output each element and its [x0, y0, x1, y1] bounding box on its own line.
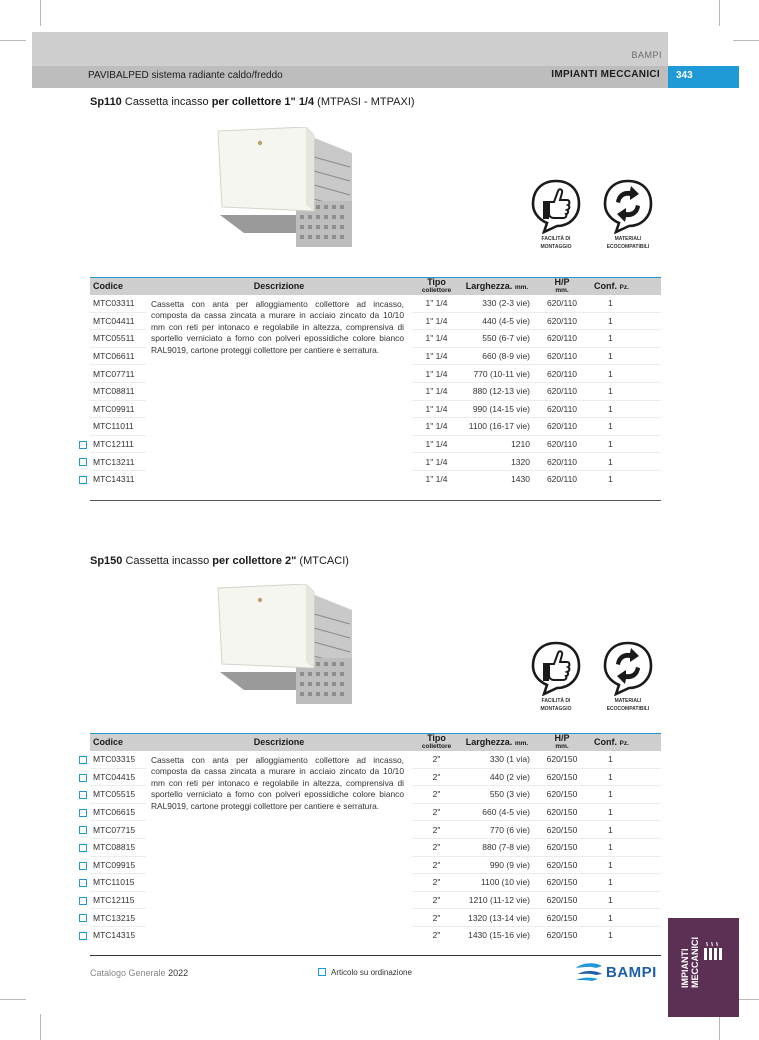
- cell-hp: 620/150: [533, 751, 591, 769]
- section1-badges: [524, 178, 664, 258]
- section1-title-a: Cassetta incasso: [121, 96, 212, 108]
- order-on-request-icon: [79, 862, 87, 870]
- col-tipo: Tipo collettore: [412, 278, 461, 295]
- section2-code: Sp150: [90, 555, 123, 567]
- cell-hp: 620/110: [533, 453, 591, 471]
- cell-codice: MTC04415: [90, 768, 146, 786]
- cell-codice: MTC11011: [90, 418, 146, 436]
- order-on-request-icon: [79, 932, 87, 940]
- badge-right-label-2: ECOCOMPATIBILI: [606, 706, 650, 712]
- cell-larghezza: 880 (12-13 vie): [461, 382, 533, 400]
- cell-hp: 620/150: [533, 803, 591, 821]
- table-header-row: [90, 278, 661, 295]
- cell-codice: MTC12111: [90, 435, 146, 453]
- cell-hp: 620/150: [533, 909, 591, 927]
- cell-conf: 1: [591, 295, 661, 313]
- cell-conf: 1: [591, 786, 661, 804]
- cell-codice: MTC13211: [90, 453, 146, 471]
- crop-mark: [40, 0, 41, 26]
- thumbs-up-icon: [530, 640, 582, 696]
- cell-hp: 620/150: [533, 891, 591, 909]
- cell-larghezza: 1100 (10 vie): [461, 874, 533, 892]
- cell-hp: 620/150: [533, 874, 591, 892]
- thumbs-up-icon: [530, 178, 582, 234]
- header-top-band: [32, 32, 668, 66]
- cell-conf: 1: [591, 312, 661, 330]
- cell-larghezza: 1320: [461, 453, 533, 471]
- section1-code: Sp110: [90, 96, 122, 108]
- cell-larghezza: 990 (9 vie): [461, 856, 533, 874]
- cell-larghezza: 550 (3 vie): [461, 786, 533, 804]
- section1-table: [90, 277, 661, 488]
- col-codice: Codice: [90, 278, 146, 295]
- cell-larghezza: 440 (4-5 vie): [461, 312, 533, 330]
- cell-larghezza: 660 (8-9 vie): [461, 347, 533, 365]
- crop-mark: [733, 40, 759, 41]
- badge-right-label-2: ECOCOMPATIBILI: [606, 244, 650, 250]
- cell-conf: 1: [591, 768, 661, 786]
- footer-year: 2022: [168, 968, 189, 978]
- cell-conf: 1: [608, 474, 613, 485]
- footer-legend: Articolo su ordinazione: [318, 968, 412, 977]
- header-brand: BAMPI: [631, 50, 662, 60]
- section1-title-b: (MTPASI - MTPAXI): [314, 96, 415, 108]
- order-on-request-icon: [79, 774, 87, 782]
- cell-conf: 1: [591, 382, 661, 400]
- cell-conf: 1: [591, 400, 661, 418]
- cell-codice: MTC12115: [90, 891, 146, 909]
- cell-tipo: 2": [432, 930, 441, 941]
- section1-title-bold: per collettore 1" 1/4: [211, 96, 315, 108]
- cell-larghezza: 990 (14-15 vie): [461, 400, 533, 418]
- cell-tipo: 2": [412, 786, 461, 804]
- cell-hp: 620/150: [546, 930, 578, 941]
- section2-title-bold: per collettore 2": [212, 555, 297, 567]
- cell-codice: MTC13215: [90, 909, 146, 927]
- section2-title-a: Cassetta incasso: [122, 555, 213, 567]
- cell-tipo: 1" 1/4: [412, 312, 461, 330]
- section2-title: [90, 555, 349, 567]
- cell-conf: 1: [591, 418, 661, 436]
- cell-tipo: 1" 1/4: [425, 474, 448, 485]
- cell-tipo: 2": [412, 803, 461, 821]
- cell-tipo: 1" 1/4: [412, 295, 461, 313]
- cell-hp: 620/150: [533, 768, 591, 786]
- cell-tipo: 1" 1/4: [412, 435, 461, 453]
- order-on-request-icon: [79, 914, 87, 922]
- cell-tipo: 2": [412, 751, 461, 769]
- cell-larghezza: 1210: [461, 435, 533, 453]
- cell-codice: MTC09915: [90, 856, 146, 874]
- cell-hp: 620/150: [533, 838, 591, 856]
- bampi-logo: [574, 962, 664, 982]
- cell-larghezza: 1430: [511, 474, 530, 485]
- order-on-request-icon: [79, 826, 87, 834]
- footer-catalog: Catalogo Generale 2022: [90, 968, 189, 978]
- cell-larghezza: 1430 (15-16 vie): [468, 930, 530, 941]
- col-larghezza: Larghezza. mm.: [461, 734, 533, 751]
- header-left-title: PAVIBALPED sistema radiante caldo/freddo: [88, 70, 283, 81]
- cell-conf: 1: [591, 821, 661, 839]
- cell-tipo: 2": [412, 874, 461, 892]
- cell-hp: 620/110: [533, 312, 591, 330]
- product-image-cassetta-2: [214, 584, 359, 716]
- order-on-request-icon: [79, 844, 87, 852]
- cell-larghezza: 1100 (16-17 vie): [461, 418, 533, 436]
- cell-hp: 620/110: [533, 365, 591, 383]
- cell-tipo: 1" 1/4: [412, 382, 461, 400]
- cell-codice: MTC03311: [90, 295, 146, 313]
- badge-right-label-1: MATERIALI: [614, 236, 642, 242]
- col-descrizione: Descrizione: [146, 734, 412, 751]
- page-number: 343: [668, 66, 739, 88]
- cell-conf: 1: [591, 330, 661, 348]
- cell-conf: 1: [591, 365, 661, 383]
- badge-materiali-ecocompatibili: [596, 178, 660, 250]
- cell-descrizione: Cassetta con anta per alloggiamento collettore ad incasso, composta da cassa zincata a murare in acciaio zincato da 10/10 mm con reti per intonaco e regolabile in altezza, comprensiva di sportello verniciato a forno con polveri epossidiche colore bianco RAL9019, cartone proteggi collettore per cantiere e serratura.: [151, 298, 404, 355]
- cell-codice: MTC08815: [90, 838, 146, 856]
- cell-conf: 1: [591, 909, 661, 927]
- order-on-request-icon: [79, 476, 87, 484]
- cell-hp: 620/110: [533, 382, 591, 400]
- bampi-logo-icon: [574, 962, 604, 982]
- order-on-request-icon: [79, 879, 87, 887]
- cell-tipo: 2": [412, 909, 461, 927]
- radiator-icon: [702, 942, 726, 964]
- cell-larghezza: 1210 (11-12 vie): [461, 891, 533, 909]
- col-codice: Codice: [90, 734, 146, 751]
- cell-codice: MTC06615: [90, 803, 146, 821]
- cell-codice: MTC14311: [90, 470, 146, 488]
- cell-tipo: 2": [412, 768, 461, 786]
- cell-hp: 620/110: [533, 435, 591, 453]
- table-row: [90, 751, 661, 769]
- cell-tipo: 1" 1/4: [412, 453, 461, 471]
- cell-codice: MTC07715: [90, 821, 146, 839]
- section2-title-b: (MTCACI): [296, 555, 349, 567]
- cell-conf: 1: [591, 874, 661, 892]
- footer-rule: [90, 955, 661, 956]
- cell-conf: 1: [591, 891, 661, 909]
- cell-larghezza: 330 (2-3 vie): [461, 295, 533, 313]
- badge-left-label-2: MONTAGGIO: [540, 706, 572, 712]
- col-conf: Conf. Pz.: [591, 278, 661, 295]
- cell-tipo: 2": [412, 838, 461, 856]
- cell-larghezza: 550 (6-7 vie): [461, 330, 533, 348]
- badge-facilita-montaggio: [524, 178, 588, 250]
- cell-codice: MTC11015: [90, 874, 146, 892]
- badge-materiali-ecocompatibili: [596, 640, 660, 712]
- cell-conf: 1: [591, 856, 661, 874]
- side-tab-label: IMPIANTI MECCANICI: [680, 937, 700, 988]
- product-image-cassetta: [214, 127, 359, 259]
- cell-descrizione: Cassetta con anta per alloggiamento collettore ad incasso, composta da cassa zincata a murare in acciaio zincato da 10/10 mm con reti per intonaco e regolabile in altezza, comprensiva di sportello verniciato a forno con polveri epossidiche colore bianco RAL9019, cartone proteggi collettore per cantiere e serratura.: [151, 754, 404, 811]
- cell-conf: 1: [591, 838, 661, 856]
- cell-tipo: 1" 1/4: [412, 330, 461, 348]
- cell-larghezza: 770 (6 vie): [461, 821, 533, 839]
- section2-badges: [524, 640, 664, 720]
- crop-mark: [0, 999, 26, 1000]
- header-bottom-band: [32, 66, 668, 88]
- col-larghezza: Larghezza. mm.: [461, 278, 533, 295]
- cell-codice: MTC04411: [90, 312, 146, 330]
- badge-left-label-1: FACILITÀ DI: [541, 236, 571, 242]
- cell-tipo: 1" 1/4: [412, 365, 461, 383]
- col-hp: H/P mm.: [533, 278, 591, 295]
- cell-tipo: 2": [412, 821, 461, 839]
- order-on-request-icon: [79, 809, 87, 817]
- side-tab-impianti-meccanici: [668, 918, 739, 1017]
- cell-codice: MTC09911: [90, 400, 146, 418]
- order-on-request-icon: [79, 897, 87, 905]
- cell-conf: 1: [591, 435, 661, 453]
- cell-hp: 620/110: [533, 418, 591, 436]
- order-on-request-icon: [79, 756, 87, 764]
- table-header-row: [90, 734, 661, 751]
- col-hp: H/P mm.: [533, 734, 591, 751]
- header-right-title: IMPIANTI MECCANICI: [551, 69, 660, 80]
- badge-facilita-montaggio: [524, 640, 588, 712]
- cell-tipo: 1" 1/4: [412, 400, 461, 418]
- cell-codice: MTC08811: [90, 382, 146, 400]
- cell-tipo: 2": [412, 891, 461, 909]
- cell-conf: 1: [608, 930, 613, 941]
- crop-mark: [719, 1014, 720, 1040]
- badge-right-label-1: MATERIALI: [614, 698, 642, 704]
- crop-mark: [0, 40, 26, 41]
- section2-table: [90, 733, 661, 944]
- cell-hp: 620/110: [533, 330, 591, 348]
- order-legend-box-icon: [318, 968, 326, 976]
- section1-title: [90, 96, 415, 108]
- cell-tipo: 1" 1/4: [412, 347, 461, 365]
- cell-tipo: 1" 1/4: [412, 418, 461, 436]
- section1-end-rule: [90, 500, 661, 501]
- cell-hp: 620/110: [533, 400, 591, 418]
- cell-codice: MTC14315: [90, 926, 146, 944]
- col-descrizione: Descrizione: [146, 278, 412, 295]
- recycle-arrows-icon: [602, 640, 654, 696]
- cell-conf: 1: [591, 751, 661, 769]
- order-on-request-icon: [79, 791, 87, 799]
- cell-codice: MTC05515: [90, 786, 146, 804]
- cell-larghezza: 440 (2 vie): [461, 768, 533, 786]
- cell-hp: 620/110: [546, 474, 578, 485]
- badge-left-label-1: FACILITÀ DI: [541, 698, 571, 704]
- cell-codice: MTC06611: [90, 347, 146, 365]
- cell-larghezza: 880 (7-8 vie): [461, 838, 533, 856]
- cell-codice: MTC05511: [90, 330, 146, 348]
- logo-text: BAMPI: [606, 964, 657, 981]
- cell-tipo: 2": [412, 856, 461, 874]
- order-on-request-icon: [79, 441, 87, 449]
- recycle-arrows-icon: [602, 178, 654, 234]
- cell-larghezza: 1320 (13-14 vie): [461, 909, 533, 927]
- cell-larghezza: 770 (10-11 vie): [461, 365, 533, 383]
- order-on-request-icon: [79, 458, 87, 466]
- cell-hp: 620/110: [533, 295, 591, 313]
- col-tipo: Tipo collettore: [412, 734, 461, 751]
- cell-conf: 1: [591, 453, 661, 471]
- cell-hp: 620/110: [533, 347, 591, 365]
- cell-hp: 620/150: [533, 856, 591, 874]
- col-conf: Conf. Pz.: [591, 734, 661, 751]
- cell-larghezza: 660 (4-5 vie): [461, 803, 533, 821]
- cell-codice: MTC03315: [90, 751, 146, 769]
- cell-codice: MTC07711: [90, 365, 146, 383]
- cell-larghezza: 330 (1 via): [461, 751, 533, 769]
- cell-hp: 620/150: [533, 821, 591, 839]
- badge-left-label-2: MONTAGGIO: [540, 244, 572, 250]
- cell-conf: 1: [591, 803, 661, 821]
- table-row: [90, 295, 661, 313]
- cell-hp: 620/150: [533, 786, 591, 804]
- crop-mark: [40, 1014, 41, 1040]
- crop-mark: [719, 0, 720, 26]
- cell-conf: 1: [591, 347, 661, 365]
